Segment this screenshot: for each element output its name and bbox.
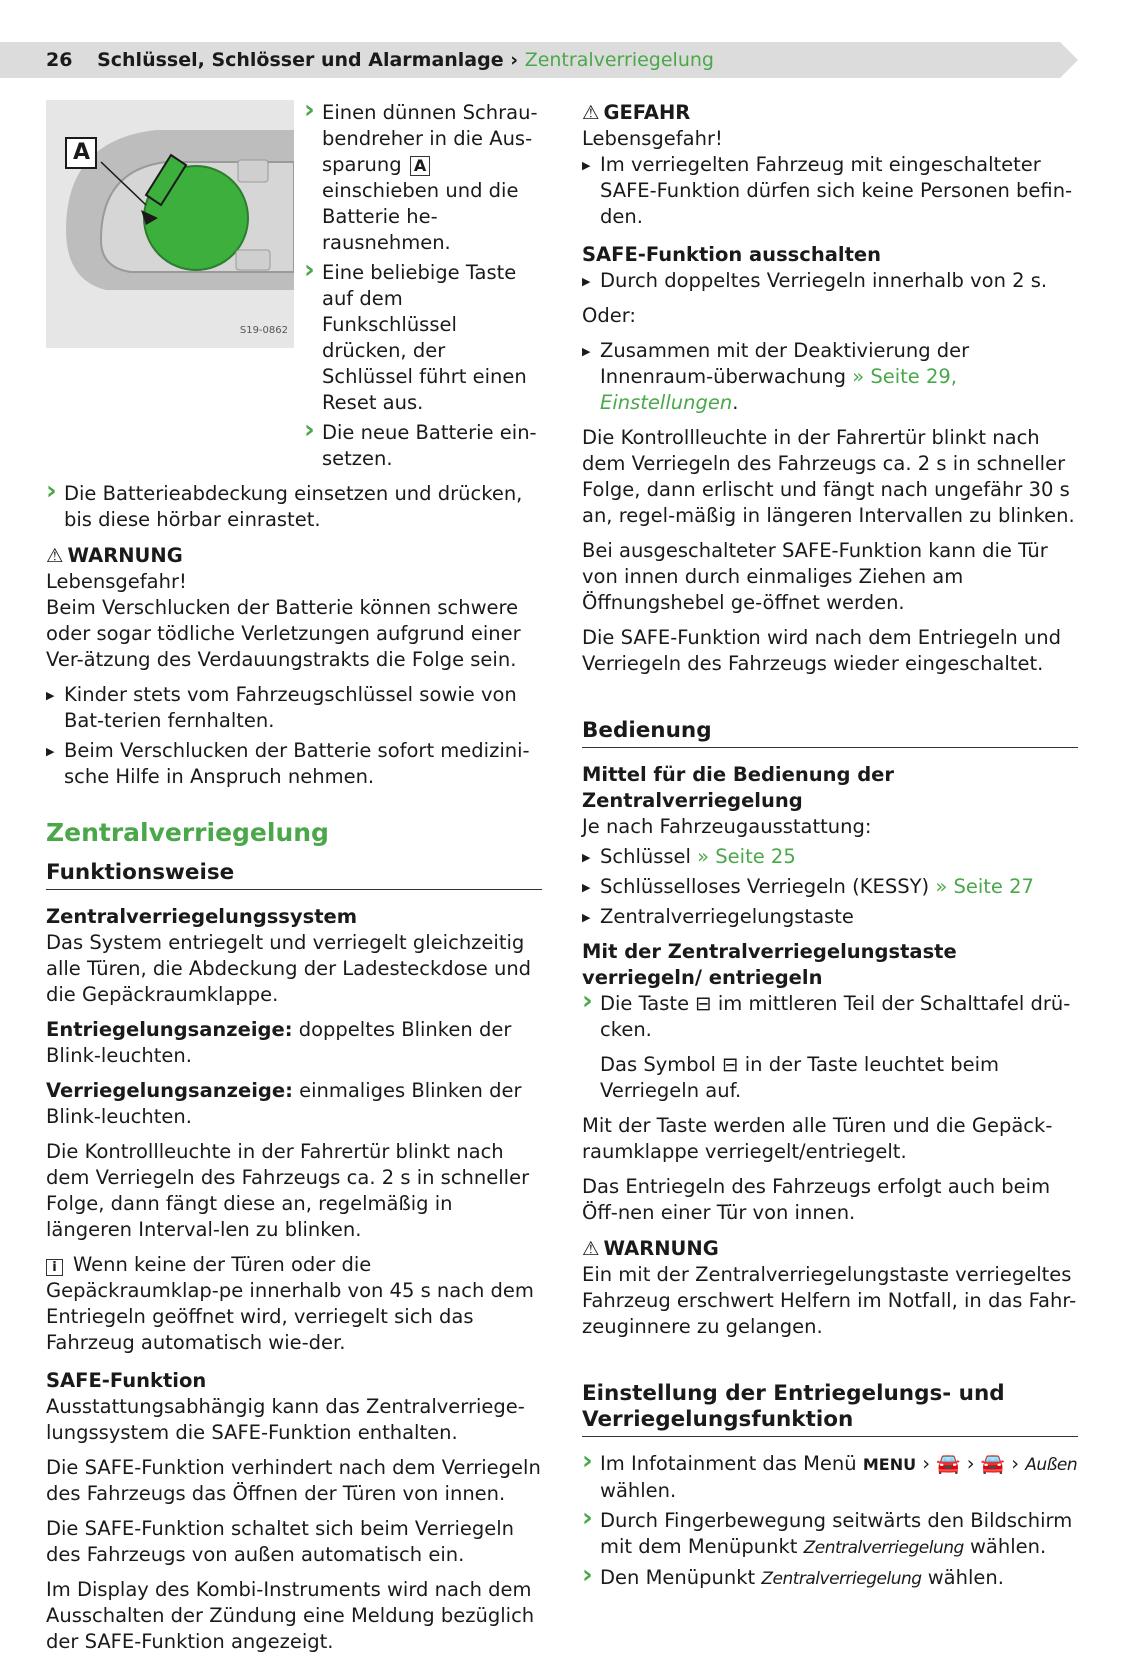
oder-text: Oder: — [582, 304, 636, 327]
zv-title: Zentralverriegelungssystem — [46, 905, 358, 928]
warning-icon: ⚠ — [46, 544, 64, 567]
einstellung-title: Einstellung der Entriegelungs- und Verriegelungsfunktion — [582, 1381, 1078, 1437]
step-item: › Durch Fingerbewegung seitwärts den Bildschirm mit dem Menüpunkt Zentralverriegelung wählen. — [582, 1508, 1078, 1561]
step-item: › Eine beliebige Taste auf dem Funkschlüssel drücken, der Schlüssel führt einen Reset aus. — [304, 260, 542, 416]
warning-bullet: ▶ Beim Verschlucken der Batterie sofort medizini-sche Hilfe in Anspruch nehmen. — [46, 738, 542, 790]
warning-title: WARNUNG — [603, 1237, 719, 1260]
left-column — [46, 100, 542, 1664]
lock-icon: ⊟ — [722, 1053, 739, 1076]
warning-central-lock — [582, 1236, 1078, 1340]
running-header — [46, 49, 714, 71]
bedienung-title: Bedienung — [582, 718, 1078, 748]
step-item: › Im Infotainment das Menü MENU › 🚘 › 🚘 › Außen wählen. — [582, 1451, 1078, 1504]
page-link[interactable]: » Seite 29, Einstellungen — [600, 365, 957, 414]
callout-a: A — [410, 156, 430, 176]
safe-off-bullet2: ▶ Zusammen mit der Deaktivierung der Innenraum-überwachung » Seite 29, Einstellungen. — [582, 338, 1078, 416]
step-item: › Die Batterieabdeckung einsetzen und drücken, bis diese hörbar einrastet. — [46, 481, 542, 533]
figure-block — [46, 100, 542, 481]
page-link[interactable]: » Seite 27 — [935, 875, 1034, 898]
taste-title: Mit der Zentralverriegelungstaste verriegeln/ entriegeln — [582, 940, 957, 989]
mittel-sub: Je nach Fahrzeugausstattung: — [582, 815, 872, 838]
figure-code: S19-0862 — [239, 325, 288, 336]
page-link[interactable]: » Seite 25 — [697, 845, 796, 868]
mittel-title: Mittel für die Bedienung der Zentralverriegelung — [582, 763, 895, 812]
menu-item-name: Zentralverriegelung — [803, 1538, 964, 1558]
safe-off-title: SAFE-Funktion ausschalten — [582, 243, 881, 266]
battery-figure — [46, 100, 294, 348]
menu-item-name: Zentralverriegelung — [761, 1569, 922, 1589]
info-note: i Wenn keine der Türen oder die Gepäckraumklap-pe innerhalb von 45 s nach dem Entriegeln geöffnet wird, verriegelt sich das Fahrzeug automatisch wie-der. — [46, 1253, 534, 1354]
warning-text: Beim Verschlucken der Batterie können schwere oder sogar tödliche Verletzungen aufgrund einer Ver-ätzung des Verdauungstrakts die Folge sein. — [46, 596, 521, 671]
taste-p1: Mit der Taste werden alle Türen und die Gepäck-raumklappe verriegelt/entriegelt. — [582, 1114, 1053, 1163]
unlock-indicator: Entriegelungsanzeige: doppeltes Blinken der Blink-leuchten. — [46, 1018, 512, 1067]
warning-bullet: ▶ Kinder stets vom Fahrzeugschlüssel sowie von Bat-terien fernhalten. — [46, 682, 542, 734]
warning-icon: ⚠ — [582, 1237, 600, 1260]
menu-aussen: Außen — [1025, 1455, 1078, 1475]
list-item: ▶ Zentralverriegelungstaste — [582, 904, 1078, 930]
figure-steps — [304, 100, 542, 481]
taste-symbol-text: Das Symbol ⊟ in der Taste leuchtet beim Verriegeln auf. — [600, 1053, 1000, 1102]
chapter-title: Schlüssel, Schlösser und Alarmanlage › — [97, 49, 519, 71]
safe-title: SAFE-Funktion — [46, 1369, 207, 1392]
step-item: › Die neue Batterie ein-setzen. — [304, 420, 542, 472]
subsection-title: Funktionsweise — [46, 860, 542, 890]
warning-sub: Lebensgefahr! — [46, 570, 187, 593]
safe-p2: Die SAFE-Funktion verhindert nach dem Verriegeln des Fahrzeugs das Öffnen der Türen von innen. — [46, 1456, 541, 1505]
safe-on-text: Die SAFE-Funktion wird nach dem Entriegeln und Verriegeln des Fahrzeugs wieder eingeschaltet. — [582, 626, 1061, 675]
danger-icon: ⚠ — [582, 101, 600, 124]
menu-label: MENU — [862, 1455, 917, 1474]
warning-battery — [46, 543, 542, 790]
warning-title: WARNUNG — [67, 544, 183, 567]
step-item: › Den Menüpunkt Zentralverriegelung wählen. — [582, 1565, 1078, 1592]
control-light-text: Die Kontrollleuchte in der Fahrertür blinkt nach dem Verriegeln des Fahrzeugs ca. 2 s in schneller Folge, dann fängt diese an, regelmäßig in längeren Interval-len zu blinken. — [46, 1140, 530, 1241]
step-item: › Einen dünnen Schrau-bendreher in die Aus-sparung A einschieben und die Batterie he-rausnehmen. — [304, 100, 542, 256]
zv-text: Das System entriegelt und verriegelt gleichzeitig alle Türen, die Abdeckung der Ladesteckdose und die Gepäckraumklappe. — [46, 931, 532, 1006]
menu-path-icons: › 🚘 › 🚘 › — [922, 1452, 1020, 1475]
danger-block — [582, 100, 1078, 230]
danger-sub: Lebensgefahr! — [582, 127, 723, 150]
section-breadcrumb: Zentralverriegelung — [524, 49, 714, 71]
safe-off-bullet: ▶ Durch doppeltes Verriegeln innerhalb von 2 s. — [582, 268, 1078, 294]
list-item: ▶ Schlüssel » Seite 25 — [582, 844, 1078, 870]
page-number: 26 — [46, 49, 73, 71]
safe-p3: Die SAFE-Funktion schaltet sich beim Verriegeln des Fahrzeugs von außen automatisch ein. — [46, 1517, 515, 1566]
danger-title: GEFAHR — [603, 101, 691, 124]
list-item: ▶ Schlüsselloses Verriegeln (KESSY) » Seite 27 — [582, 874, 1078, 900]
right-column — [582, 100, 1078, 1601]
safe-p4: Im Display des Kombi-Instruments wird nach dem Ausschalten der Zündung eine Meldung bezüglich der SAFE-Funktion angezeigt. — [46, 1578, 535, 1653]
safe-off-text: Bei ausgeschalteter SAFE-Funktion kann die Tür von innen durch einmaliges Ziehen am Öffnungshebel ge-öffnet werden. — [582, 539, 1048, 614]
lock-indicator: Verriegelungsanzeige: einmaliges Blinken der Blink-leuchten. — [46, 1079, 522, 1128]
step-item: › Die Taste ⊟ im mittleren Teil der Schalttafel drü-cken. — [582, 991, 1078, 1043]
taste-p2: Das Entriegeln des Fahrzeugs erfolgt auch beim Öff-nen einer Tür von innen. — [582, 1175, 1051, 1224]
right-control-light-text: Die Kontrollleuchte in der Fahrertür blinkt nach dem Verriegeln des Fahrzeugs ca. 2 s in schneller Folge, dann erlischt und fängt nach ungefähr 30 s an, regel-mäßig in längeren Intervallen zu blinken. — [582, 426, 1075, 527]
info-icon: i — [46, 1259, 63, 1276]
key-battery-illustration — [46, 100, 294, 348]
safe-p1: Ausstattungsabhängig kann das Zentralverriege-lungssystem die SAFE-Funktion enthalten. — [46, 1395, 525, 1444]
lock-icon: ⊟ — [695, 992, 712, 1015]
danger-bullet: ▶ Im verriegelten Fahrzeug mit eingeschalteter SAFE-Funktion dürfen sich keine Personen befin-den. — [582, 152, 1078, 230]
section-title: Zentralverriegelung — [46, 818, 329, 847]
figure-label-a: A — [73, 140, 91, 165]
warning-text: Ein mit der Zentralverriegelungstaste verriegeltes Fahrzeug erschwert Helfern im Notfall, in das Fahr-zeuginnere zu gelangen. — [582, 1263, 1077, 1338]
header-arrow — [1060, 42, 1078, 78]
